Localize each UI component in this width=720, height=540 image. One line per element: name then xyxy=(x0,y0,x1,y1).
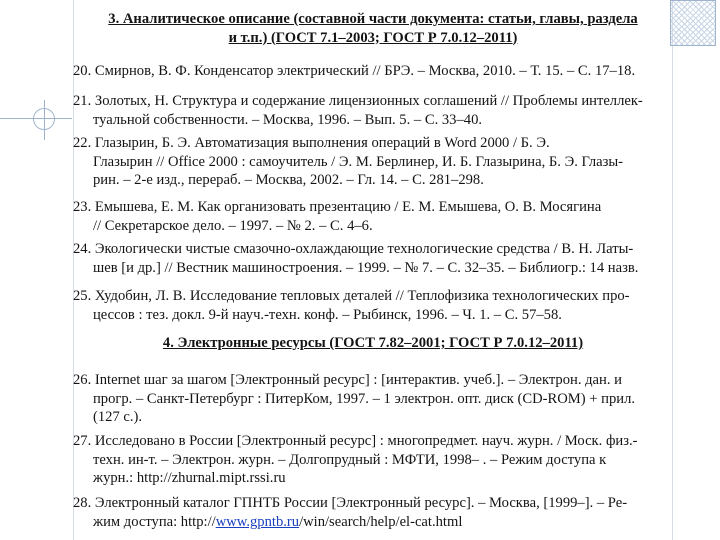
bibliography-entry-24: 24. Экологически чистые смазочно-охлаждающие технологические средства / В. Н. Латы- шев [и др.] // Вестник машиностроения. – 1999. – № 7. – С. 32–35. – Библиогр.: 14 назв. xyxy=(73,241,639,276)
section-heading-line: и т.п.) (ГОСТ 7.1–2003; ГОСТ Р 7.0.12–2011) xyxy=(228,29,518,46)
bibliography-entry-25: 25. Худобин, Л. В. Исследование тепловых деталей // Теплофизика технологических про- цессов : тез. докл. 9-й науч.-техн. конф. – Рыбинск, 1996. – Ч. 1. – С. 57–58. xyxy=(73,288,630,323)
bibliography-entry-26: 26. Internet шаг за шагом [Электронный ресурс] : [интерактив. учеб.]. – Электрон. дан. и прогр. – Санкт-Петербург : ПитерКом, 1997. – 1 электрон. опт. диск (CD-ROM) + прил. (127 с.). xyxy=(73,372,636,425)
section-heading-line: 3. Аналитическое описание (составной части документа: статьи, главы, раздела xyxy=(108,11,638,27)
bibliography-entry-22: 22. Глазырин, Б. Э. Автоматизация выполнения операций в Word 2000 / Б. Э. Глазырин // Office 2000 : самоучитель / Э. М. Берлинер, И. Б. Глазырина, Б. Э. Глазы- рин. – 2-е изд., перераб. – Москва, 2002. – Гл. 14. – С. 281–298. xyxy=(73,135,624,188)
bibliography-entry-20: 20. Смирнов, В. Ф. Конденсатор электрический // БРЭ. – Москва, 2010. – Т. 15. – С. 17–18. xyxy=(73,63,636,79)
bibliography-entry-21: 21. Золотых, Н. Структура и содержание лицензионных соглашений // Проблемы интеллек- туальной собственности. – Москва, 1996. – Вып. 5. – С. 33–40. xyxy=(73,93,643,128)
gpntb-link[interactable]: www.gpntb.ru xyxy=(215,513,300,530)
bibliography-entry-27: 27. Исследовано в России [Электронный ресурс] : многопредмет. науч. журн. / Моск. физ.- техн. ин-т. – Электрон. журн. – Долгопрудный : МФТИ, 1998– . – Режим доступа к журн.: http://zhurnal.mipt.rssi.ru xyxy=(73,433,638,486)
section-heading-3 xyxy=(73,10,673,47)
bibliography-entry-23: 23. Емышева, Е. М. Как организовать презентацию / Е. М. Емышева, О. В. Мосягина // Секретарское дело. – 1997. – № 2. – С. 4–6. xyxy=(73,199,602,234)
bibliography-entry-28: 28. Электронный каталог ГПНТБ России [Электронный ресурс]. – Москва, [1999–]. – Ре- жим доступа: http://www.gpntb.ru/win/search/help/el-cat.html xyxy=(73,495,628,530)
decorative-circle xyxy=(33,108,55,130)
section-heading-4: 4. Электронные ресурсы (ГОСТ 7.82–2001; ГОСТ Р 7.0.12–2011) xyxy=(162,335,584,351)
decorative-hatch-square xyxy=(670,0,716,46)
